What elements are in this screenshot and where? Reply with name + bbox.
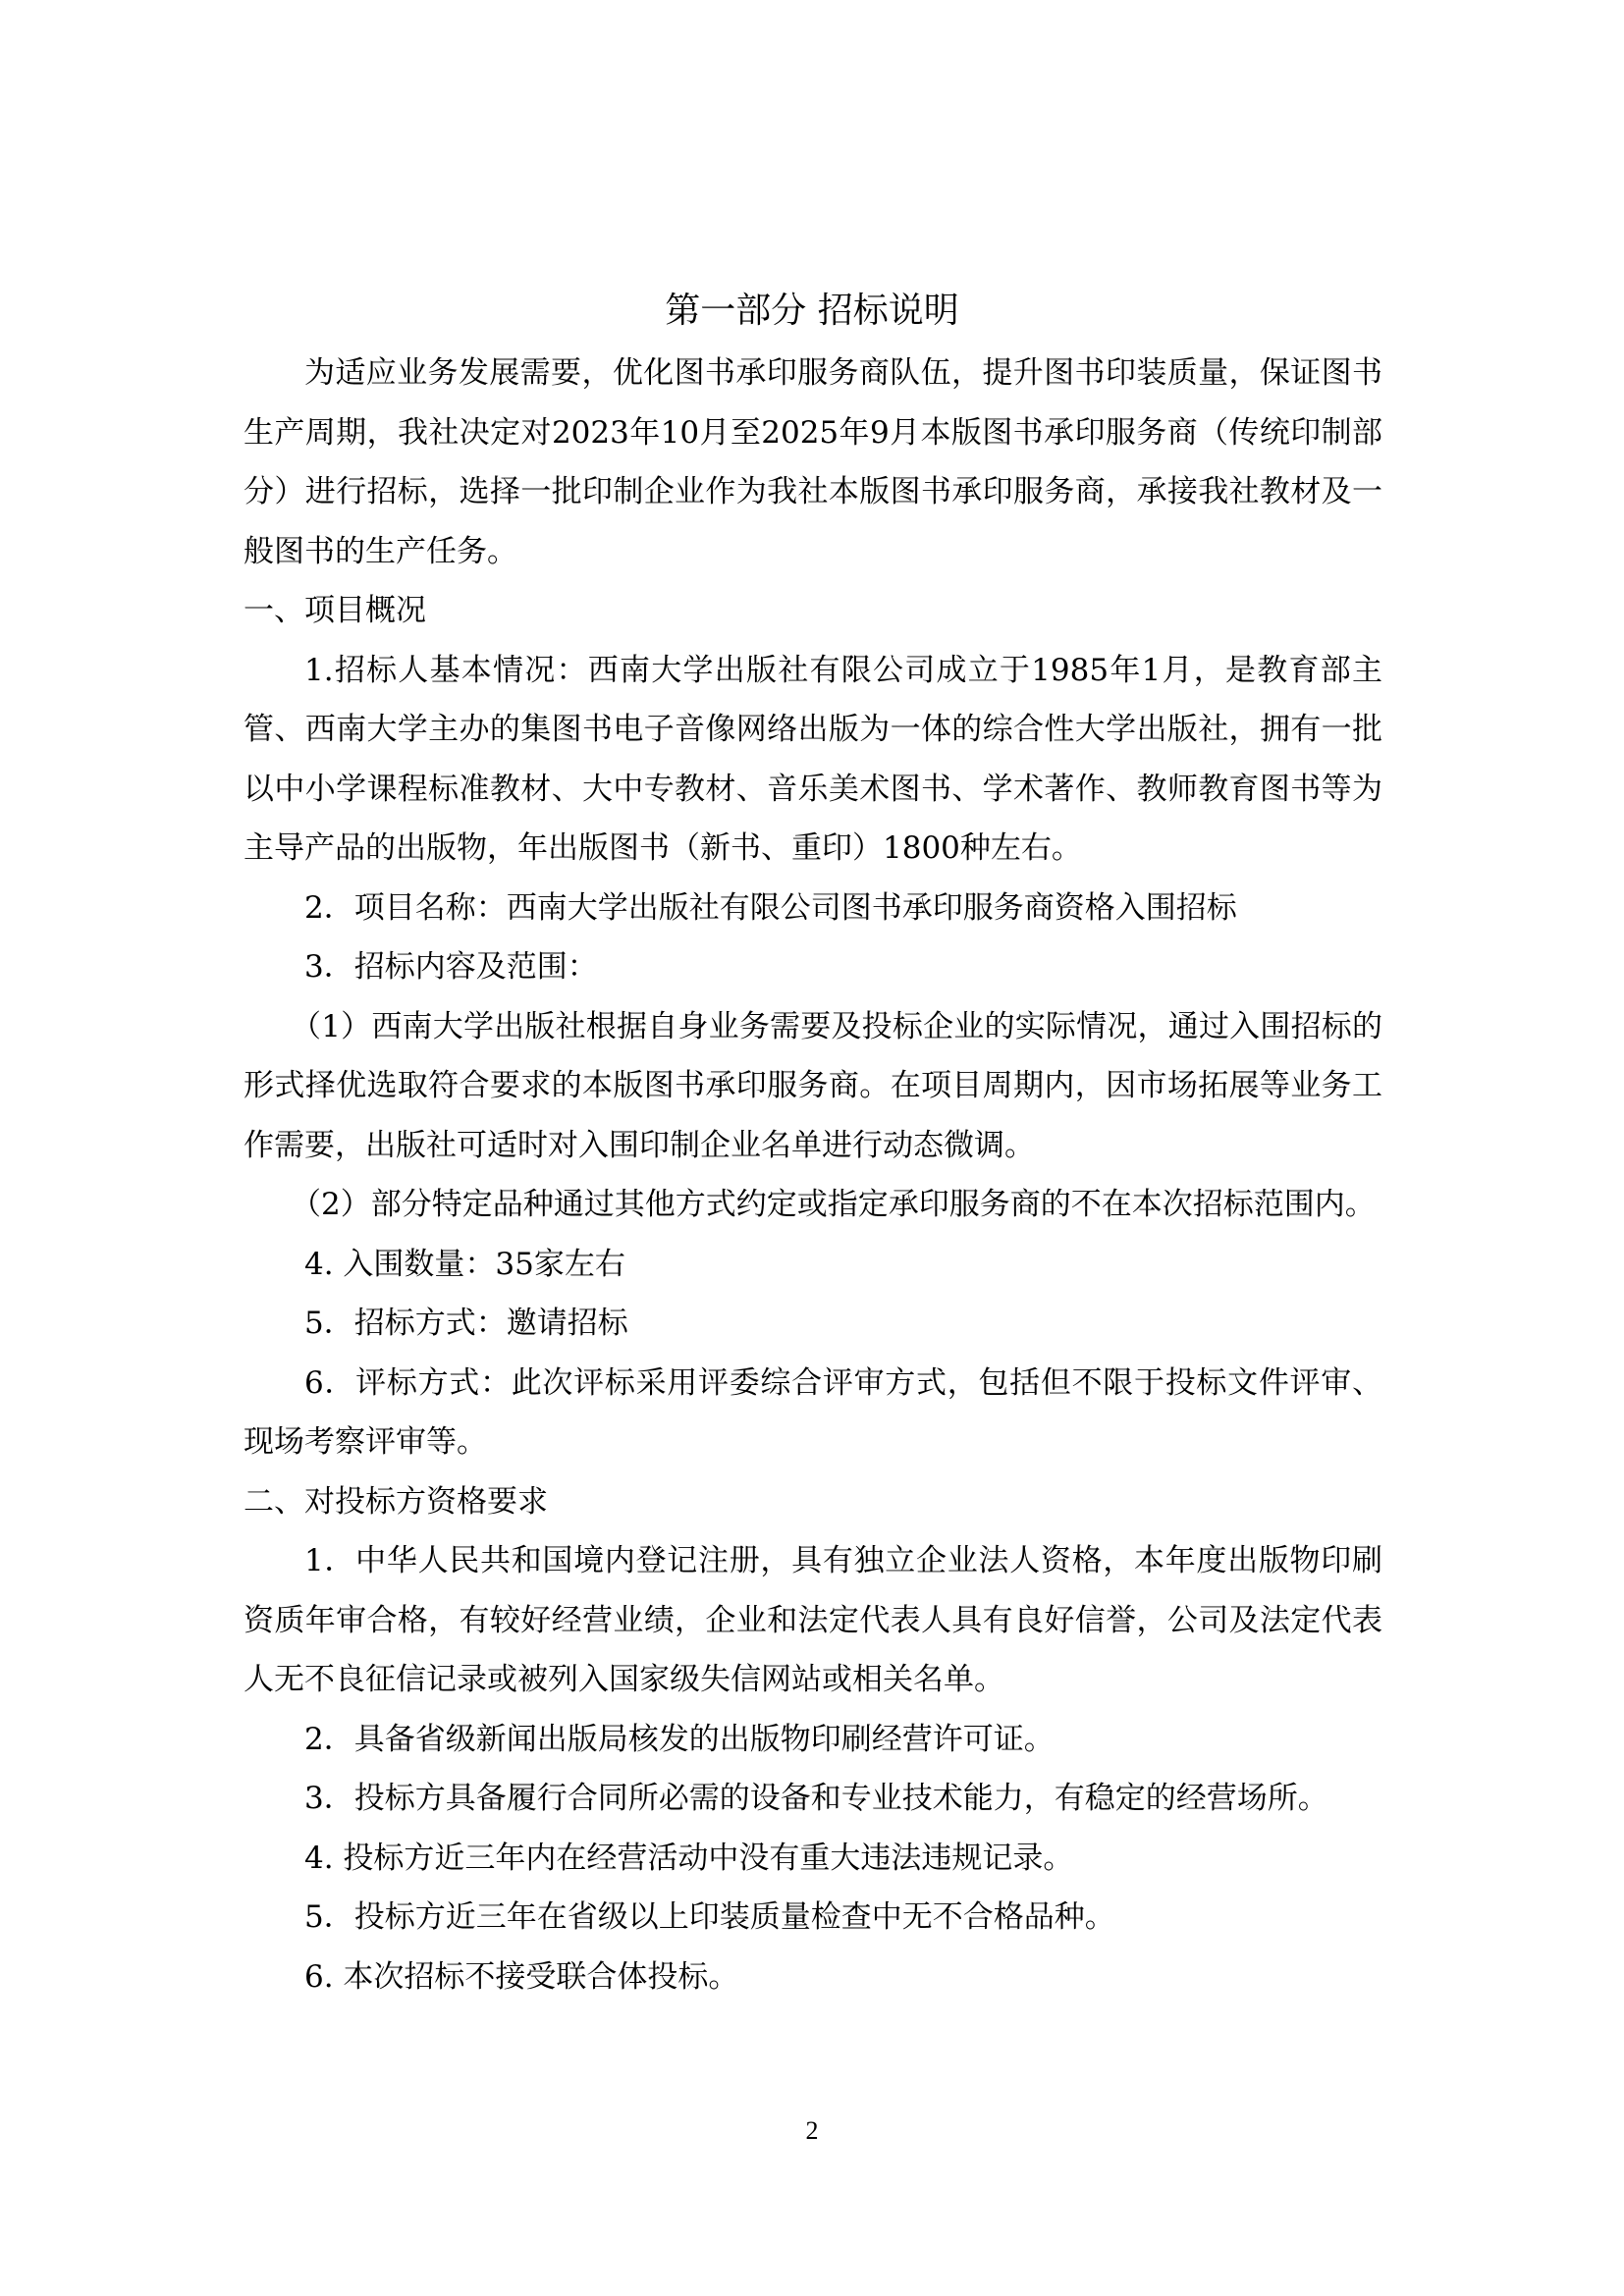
paragraph-requirement-4: 4. 投标方近三年内在经营活动中没有重大违法违规记录。 xyxy=(304,1840,1074,1876)
paragraph-tender-method: 5．招标方式：邀请招标 xyxy=(304,1306,628,1341)
paragraph-scope-heading: 3．招标内容及范围： xyxy=(304,949,598,985)
heading-qualification-requirements: 二、对投标方资格要求 xyxy=(244,1483,548,1520)
paragraph-requirement-5: 5．投标方近三年在省级以上印装质量检查中无不合格品种。 xyxy=(304,1899,1115,1935)
document-body xyxy=(244,344,1382,2006)
paragraph-tenderer-info: 1.招标人基本情况：西南大学出版社有限公司成立于1985年1月，是教育部主管、西南大学主办的集图书电子音像网络出版为一体的综合性大学出版社，拥有一批以中小学课程标准教材、大中专教材、音乐美术图书、学术著作、教师教育图书等为主导产品的出版物，年出版图书（新书、重印）1800种左右。 xyxy=(244,652,1382,866)
paragraph-requirement-2: 2．具备省级新闻出版局核发的出版物印刷经营许可证。 xyxy=(304,1721,1055,1757)
paragraph-scope-item-2: （2）部分特定品种通过其他方式约定或指定承印服务商的不在本次招标范围内。 xyxy=(291,1187,1376,1222)
paragraph-evaluation-method: 6．评标方式：此次评标采用评委综合评审方式，包括但不限于投标文件评审、现场考察评审等。 xyxy=(244,1364,1382,1460)
page-number: 2 xyxy=(805,2116,819,2145)
paragraph-requirement-3: 3．投标方具备履行合同所必需的设备和专业技术能力，有稳定的经营场所。 xyxy=(304,1781,1328,1816)
section-title: 第一部分 招标说明 xyxy=(665,291,959,331)
paragraph-requirement-1: 1．中华人民共和国境内登记注册，具有独立企业法人资格，本年度出版物印刷资质年审合格，有较好经营业绩，企业和法定代表人具有良好信誉，公司及法定代表人无不良征信记录或被列入国家级失信网站或相关名单。 xyxy=(244,1543,1382,1697)
paragraph-project-name: 2．项目名称：西南大学出版社有限公司图书承印服务商资格入围招标 xyxy=(304,889,1237,926)
heading-project-overview: 一、项目概况 xyxy=(244,593,426,628)
paragraph-quantity: 4. 入围数量：35家左右 xyxy=(304,1246,625,1282)
intro-paragraph: 为适应业务发展需要，优化图书承印服务商队伍，提升图书印装质量，保证图书生产周期，我社决定对2023年10月至2025年9月本版图书承印服务商（传统印制部分）进行招标，选择一批印制企业作为我社本版图书承印服务商，承接我社教材及一般图书的生产任务。 xyxy=(244,355,1382,569)
paragraph-requirement-6: 6. 本次招标不接受联合体投标。 xyxy=(304,1958,739,1995)
paragraph-scope-item-1: （1）西南大学出版社根据自身业务需要及投标企业的实际情况，通过入围招标的形式择优选取符合要求的本版图书承印服务商。在项目周期内，因市场拓展等业务工作需要，出版社可适时对入围印制企业名单进行动态微调。 xyxy=(244,1008,1382,1163)
